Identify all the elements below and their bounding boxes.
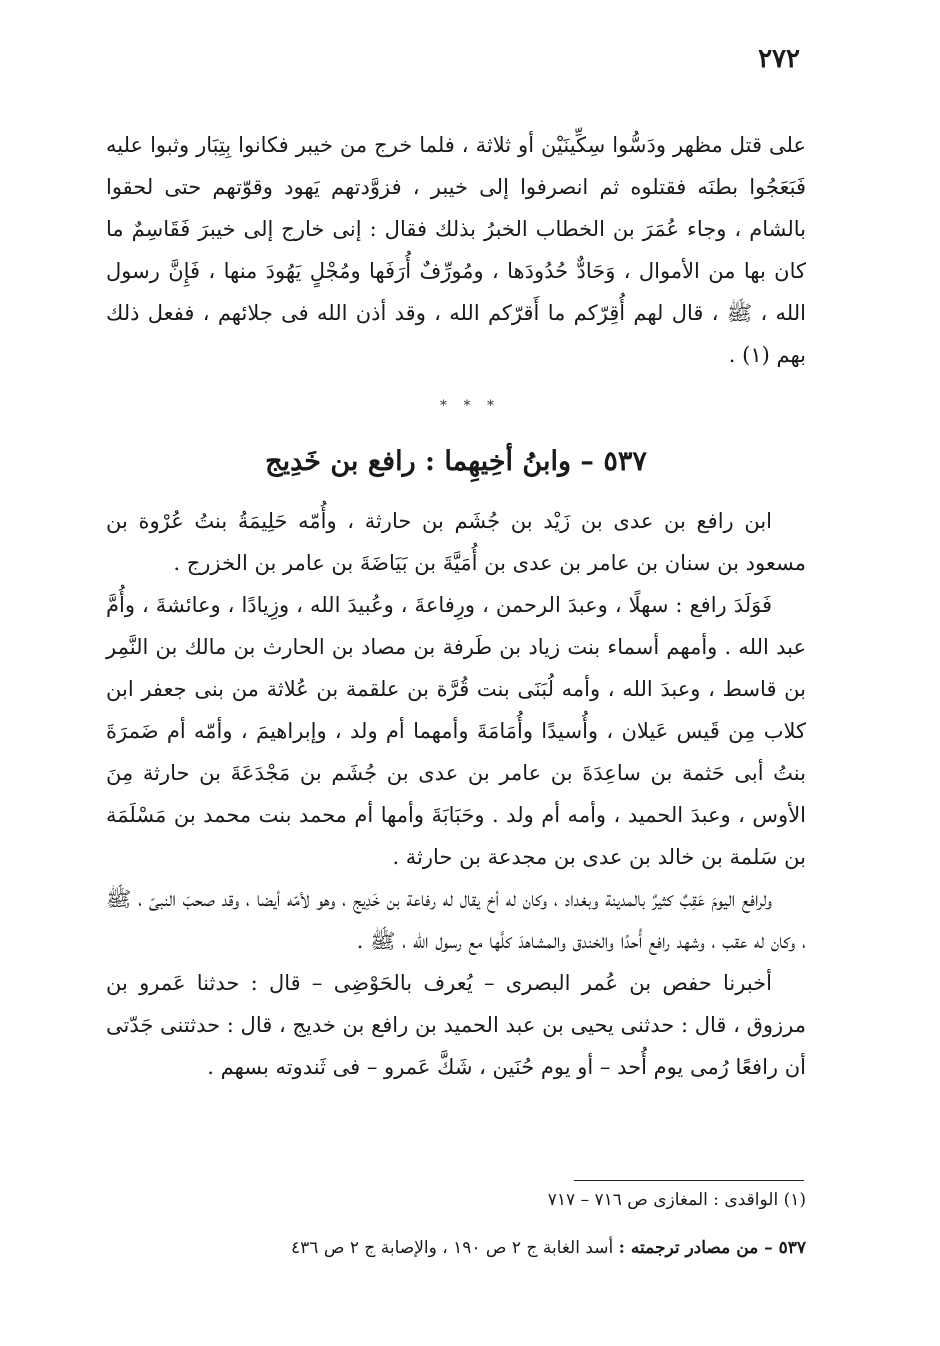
footnote-sources-text: أسد الغابة ج ٢ ص ١٩٠ ، والإصابة ج ٢ ص ٤٣٦ [291,1238,614,1258]
page-number: ٢٧٢ [758,44,800,74]
footnote-sources-label: ٥٣٧ – من مصادر ترجمته : [618,1238,806,1258]
section-heading: ٥٣٧ – وابنُ أخِيهِما : رافع بن خَدِيج [265,446,647,477]
paragraph-descendants: ولرافع اليومَ عَقِبٌ كثيرٌ بالمدينة وبغداد ، وكان له أخ يقال له رفاعة بن خَدِيج ، وهو لأمّه أيضا ، وقد صحبَ النبىّ ، ﷺ ، وكان له عقب ، وشهد رافع أُحدًا والخندق والمشاهدَ كلَّها مع رسول الله ، ﷺ . [106,887,806,953]
footnote-1: (١) الواقدى : المغازى ص ٧١٦ – ٧١٧ [547,1190,806,1210]
paragraph-children: فَوَلَدَ رافع : سهلًا ، وعبدَ الرحمن ، ورِفاعةَ ، وعُبيدَ الله ، وزِيادًا ، وعائشةَ ، وأُمَّ عبد الله . وأمهم أسماء بنت زياد بن طَرفة بن مصاد بن الحارث بن مالك بن النَّمِر بن قاسط ، وعبدَ الله ، وأمه لُبَنَى بنت قُرَّة بن علقمة بن عُلاثة من بنى جعفر ابن كلاب مِن قَيس عَيلان ، وأُسيدًا وأُمَامَةَ وأمهما أم ولد ، وإبراهيمَ ، وأمّه أم ضَمرَةَ بنتُ أبى حَثمة بن ساعِدَةَ بن عامر بن عدى بن جُشَم بن مَجْدَعَةَ بن حارثة مِنَ الأوس ، وعبدَ الحميد ، وأمه أم ولد . وحَبَابَةَ وأمها أم محمد بنت محمد بن مَسْلَمَة بن سَلمة بن خالد بن عدى بن مجدعة بن حارثة . [106,593,806,869]
paragraph-lineage: ابن رافع بن عدى بن زَيْد بن جُشَم بن حارثة ، وأُمّه حَلِيمَةُ بنتُ عُرْوة بن مسعود بن سنان بن عامر بن عدى بن أُمَيَّةَ بن بَيَاضَةَ بن عامر بن الخزرج . [106,509,806,575]
section-divider: * * * [440,398,500,414]
paragraph-narration: أخبرنا حفص بن عُمر البصرى – يُعرف بالحَوْضِى – قال : حدثنا عَمرو بن مرزوق ، قال : حدثنى يحيى بن عبد الحميد بن رافع بن خديج ، قال : حدثتنى جَدّتى أن رافعًا رُمى يوم أُحد – أو يوم حُنَين ، شَكَّ عَمرو – فى ثَندوته بسهم . [106,971,806,1079]
intro-paragraph: على قتل مظهر ودَسُّوا سِكِّينَيْن أو ثلاثة ، فلما خرج من خيبر فكانوا بِتِبَار وثبوا عليه فَبَعَجُوا بطنَه فقتلوه ثم انصرفوا إلى خيبر ، فزوَّدتهم يَهود وقوّتهم حتى لحقوا بالشام ، وجاء عُمَرَ بن الخطاب الخبرُ بذلك فقال : إنى خارج إلى خيبرَ فَقَاسِمٌ ما كان بها من الأموال ، وَحَادٌّ حُدُودَها ، ومُورِّفٌ أُرَفَها ومُجْلٍ يَهُودَ منها ، فَإِنَّ رسول الله ، ﷺ ، قال لهم أُقِرّكم ما أَقرّكم الله ، وقد أذن الله فى جلائهم ، ففعل ذلك بهم (١) . [106,133,806,367]
footnote-sources [106,1238,806,1258]
biography-text-block [106,500,806,1088]
footnote-separator [574,1180,804,1181]
continued-text-block [106,124,806,376]
